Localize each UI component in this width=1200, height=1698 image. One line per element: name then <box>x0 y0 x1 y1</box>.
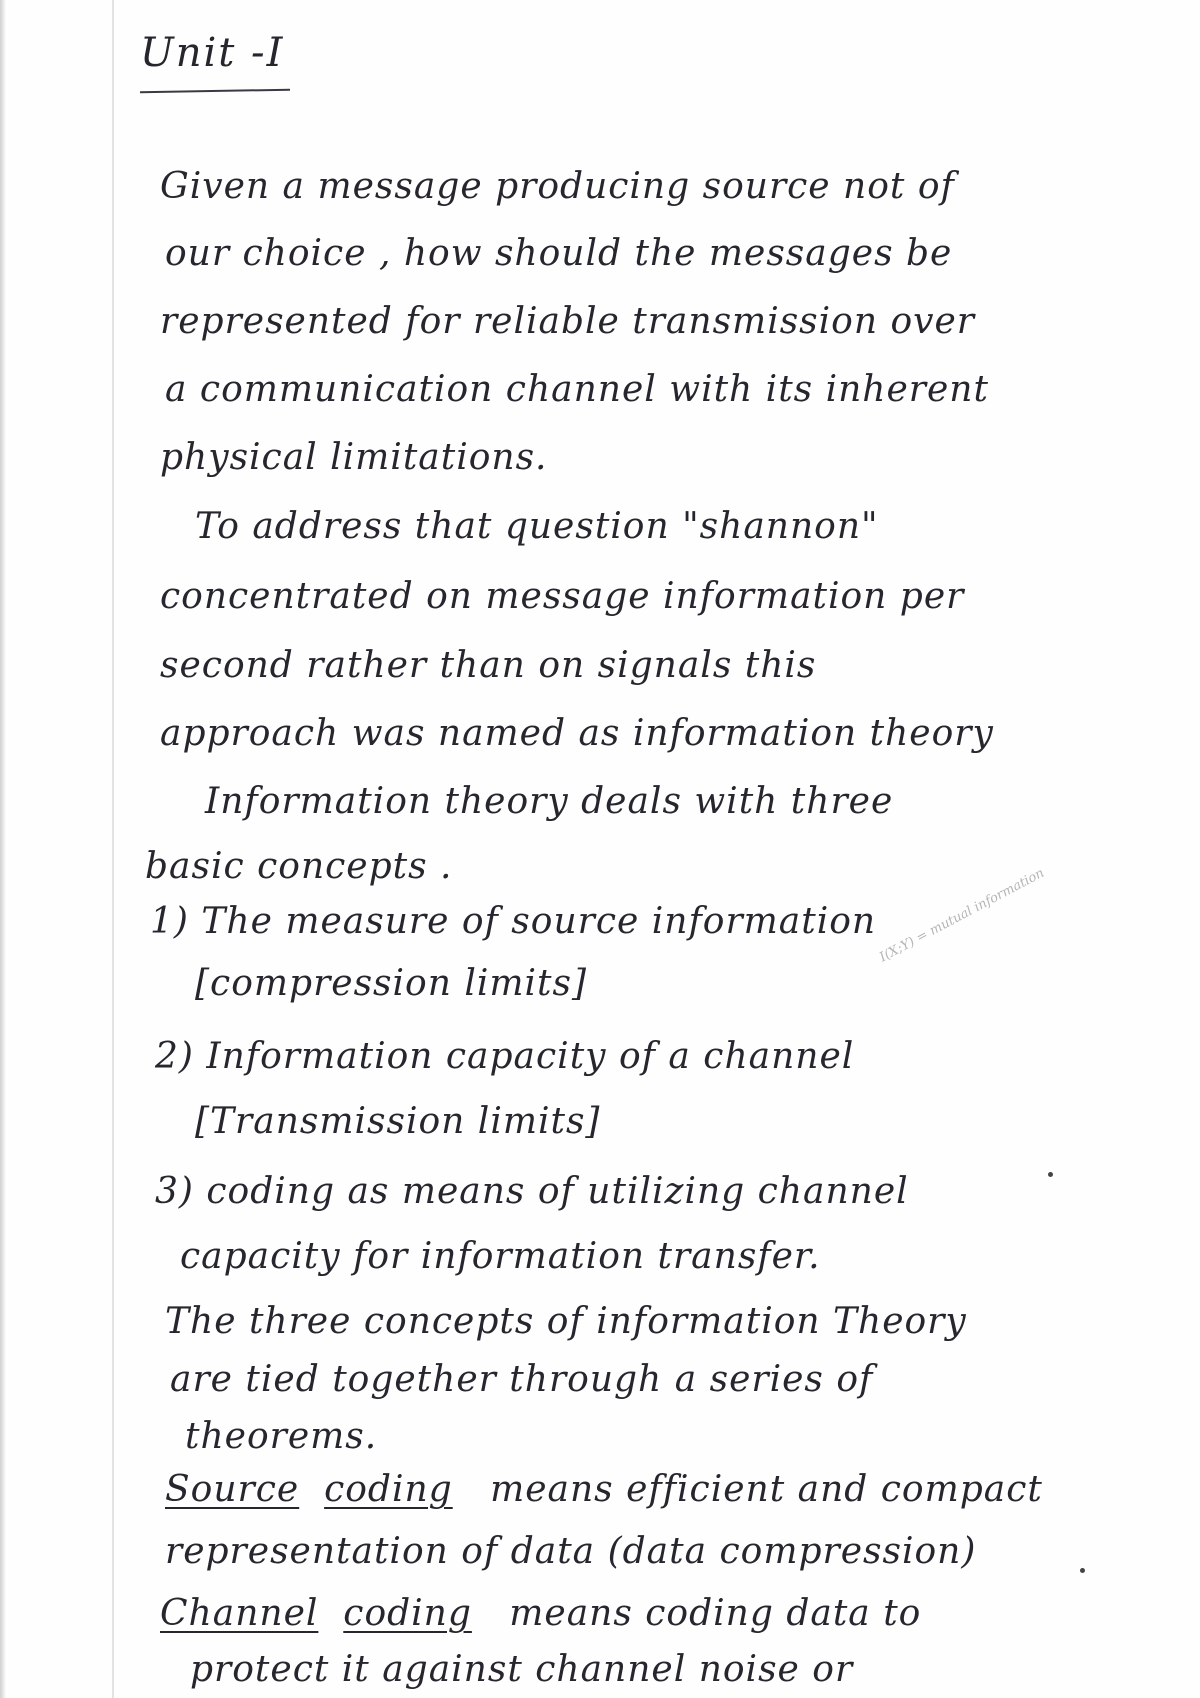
text-line: physical limitations. <box>160 437 548 478</box>
text-line: theorems. <box>185 1416 378 1457</box>
page-left-edge <box>0 0 6 1698</box>
text-line: a communication channel with its inherent <box>165 369 989 410</box>
list-item-2: 2) Information capacity of a channel <box>155 1036 855 1077</box>
text-line: Given a message producing source not of <box>160 166 955 207</box>
page-heading: Unit -I <box>140 30 285 76</box>
text-line: are tied together through a series of <box>170 1359 874 1400</box>
term-channel: Channel <box>160 1593 319 1634</box>
term-coding: coding <box>343 1593 472 1634</box>
channel-coding-line <box>160 1592 921 1636</box>
list-item-3: 3) coding as means of utilizing channel <box>155 1171 909 1212</box>
text-line: Information theory deals with three <box>205 781 894 822</box>
text-line: our choice , how should the messages be <box>165 233 953 274</box>
source-coding-definition: means efficient and compact <box>490 1469 1043 1510</box>
term-coding: coding <box>324 1469 453 1510</box>
channel-coding-definition: means coding data to <box>509 1593 922 1634</box>
list-item-3-cont: capacity for information transfer. <box>180 1236 821 1277</box>
stray-mark <box>1048 1172 1053 1177</box>
term-source: Source <box>165 1469 300 1510</box>
list-item-1: 1) The measure of source information <box>150 901 877 942</box>
text-line: approach was named as information theory <box>160 713 994 754</box>
list-item-2-note: [Transmission limits] <box>195 1101 601 1142</box>
heading-underline <box>140 89 290 94</box>
text-line: To address that question "shannon" <box>195 506 879 547</box>
text-line: basic concepts . <box>145 846 453 887</box>
margin-line <box>112 0 114 1698</box>
text-line: second rather than on signals this <box>160 645 817 686</box>
source-coding-line <box>165 1468 1043 1512</box>
stray-mark <box>1080 1568 1085 1573</box>
text-line: concentrated on message information per <box>160 576 965 617</box>
text-line: representation of data (data compression) <box>165 1531 977 1572</box>
text-line: protect it against channel noise or <box>190 1649 854 1690</box>
list-item-1-note: [compression limits] <box>195 963 588 1004</box>
text-line: The three concepts of information Theory <box>165 1301 967 1342</box>
margin-note: I(X;Y) = mutual information <box>877 865 1047 966</box>
text-line: represented for reliable transmission over <box>160 301 975 342</box>
